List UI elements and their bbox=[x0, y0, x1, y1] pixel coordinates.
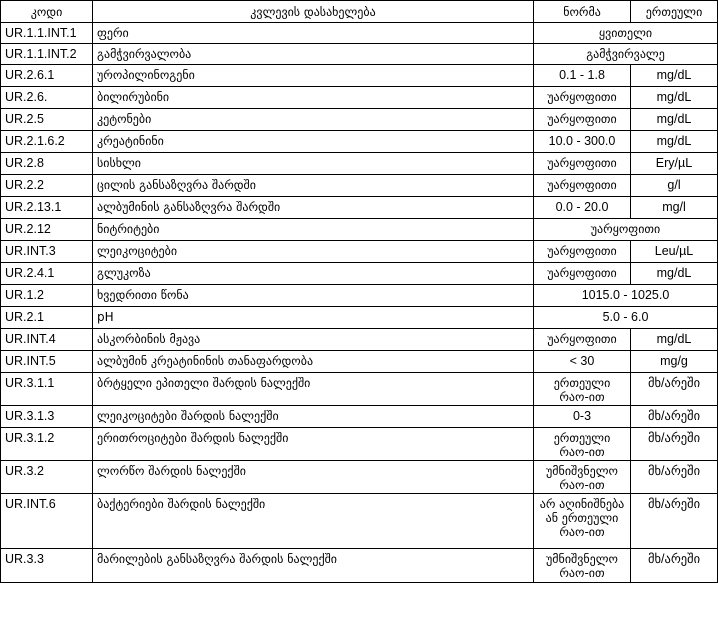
row-norm: < 30 bbox=[534, 351, 631, 373]
row-code: UR.2.1.6.2 bbox=[1, 131, 93, 153]
table-row bbox=[1, 406, 718, 428]
row-code: UR.1.2 bbox=[1, 285, 93, 307]
row-norm: 0.0 - 20.0 bbox=[534, 197, 631, 219]
row-test-name: სისხლი bbox=[93, 153, 534, 175]
header-norm: ნორმა bbox=[534, 1, 631, 23]
row-norm: 0.1 - 1.8 bbox=[534, 65, 631, 87]
row-test-name: ლორწო შარდის ნალექში bbox=[93, 461, 534, 494]
table-row bbox=[1, 428, 718, 461]
table-row bbox=[1, 23, 718, 44]
row-unit: მხ/არეში bbox=[631, 494, 718, 549]
row-code: UR.INT.5 bbox=[1, 351, 93, 373]
row-unit: Ery/µL bbox=[631, 153, 718, 175]
row-test-name: ფერი bbox=[93, 23, 534, 44]
row-unit: mg/dL bbox=[631, 65, 718, 87]
row-unit: mg/dL bbox=[631, 263, 718, 285]
row-norm-merged: 5.0 - 6.0 bbox=[534, 307, 718, 329]
row-unit: mg/dL bbox=[631, 109, 718, 131]
table-row bbox=[1, 373, 718, 406]
row-unit: mg/g bbox=[631, 351, 718, 373]
row-norm: 0-3 bbox=[534, 406, 631, 428]
row-unit: mg/dL bbox=[631, 131, 718, 153]
row-norm: უარყოფითი bbox=[534, 153, 631, 175]
table-row bbox=[1, 197, 718, 219]
row-unit: მხ/არეში bbox=[631, 461, 718, 494]
row-norm: უარყოფითი bbox=[534, 329, 631, 351]
row-test-name: ალბუმინ კრეატინინის თანაფარდობა bbox=[93, 351, 534, 373]
row-code: UR.1.1.INT.1 bbox=[1, 23, 93, 44]
row-test-name: ასკორბინის მჟავა bbox=[93, 329, 534, 351]
row-norm: უარყოფითი bbox=[534, 175, 631, 197]
table-row bbox=[1, 494, 718, 549]
row-test-name: ნიტრიტები bbox=[93, 219, 534, 241]
row-code: UR.INT.6 bbox=[1, 494, 93, 549]
table-row bbox=[1, 175, 718, 197]
row-code: UR.INT.4 bbox=[1, 329, 93, 351]
table-row bbox=[1, 351, 718, 373]
row-code: UR.2.4.1 bbox=[1, 263, 93, 285]
header-code: კოდი bbox=[1, 1, 93, 23]
row-unit: mg/l bbox=[631, 197, 718, 219]
table-row bbox=[1, 241, 718, 263]
row-norm-merged: 1015.0 - 1025.0 bbox=[534, 285, 718, 307]
row-test-name: კეტონები bbox=[93, 109, 534, 131]
table-row bbox=[1, 549, 718, 583]
row-test-name: ბილირუბინი bbox=[93, 87, 534, 109]
row-unit: მხ/არეში bbox=[631, 373, 718, 406]
row-test-name: გლუკოზა bbox=[93, 263, 534, 285]
header-name: კვლევის დასახელება bbox=[93, 1, 534, 23]
row-norm: უმნიშვნელო რაო-ით bbox=[534, 549, 631, 583]
row-code: UR.3.1.2 bbox=[1, 428, 93, 461]
header-unit: ერთეული bbox=[631, 1, 718, 23]
row-test-name: კრეატინინი bbox=[93, 131, 534, 153]
row-code: UR.INT.3 bbox=[1, 241, 93, 263]
row-norm: უმნიშვნელო რაო-ით bbox=[534, 461, 631, 494]
row-norm: უარყოფითი bbox=[534, 109, 631, 131]
row-test-name: ერითროციტები შარდის ნალექში bbox=[93, 428, 534, 461]
row-code: UR.2.1 bbox=[1, 307, 93, 329]
row-test-name: უროპილინოგენი bbox=[93, 65, 534, 87]
row-norm: უარყოფითი bbox=[534, 241, 631, 263]
table-row bbox=[1, 461, 718, 494]
table-row bbox=[1, 219, 718, 241]
row-test-name: ცილის განსაზღვრა შარდში bbox=[93, 175, 534, 197]
table-row bbox=[1, 44, 718, 65]
row-test-name: ხვედრითი წონა bbox=[93, 285, 534, 307]
table-row bbox=[1, 109, 718, 131]
row-norm: უარყოფითი bbox=[534, 263, 631, 285]
row-code: UR.1.1.INT.2 bbox=[1, 44, 93, 65]
row-code: UR.2.6.1 bbox=[1, 65, 93, 87]
row-test-name: გამჭვირვალობა bbox=[93, 44, 534, 65]
row-unit: Leu/µL bbox=[631, 241, 718, 263]
row-code: UR.3.2 bbox=[1, 461, 93, 494]
row-test-name: ბრტყელი ეპითელი შარდის ნალექში bbox=[93, 373, 534, 406]
row-code: UR.2.5 bbox=[1, 109, 93, 131]
row-code: UR.2.8 bbox=[1, 153, 93, 175]
row-norm: ერთეული რაო-ით bbox=[534, 428, 631, 461]
row-code: UR.2.13.1 bbox=[1, 197, 93, 219]
row-test-name: მარილების განსაზღვრა შარდის ნალექში bbox=[93, 549, 534, 583]
row-test-name: ლეიკოციტები შარდის ნალექში bbox=[93, 406, 534, 428]
table-row bbox=[1, 329, 718, 351]
table-row bbox=[1, 131, 718, 153]
row-code: UR.3.3 bbox=[1, 549, 93, 583]
row-norm-merged: უარყოფითი bbox=[534, 219, 718, 241]
row-unit: მხ/არეში bbox=[631, 406, 718, 428]
row-unit: მხ/არეში bbox=[631, 428, 718, 461]
row-test-name: ლეიკოციტები bbox=[93, 241, 534, 263]
header-row bbox=[1, 1, 718, 23]
row-unit: mg/dL bbox=[631, 329, 718, 351]
table-row bbox=[1, 263, 718, 285]
row-unit: g/l bbox=[631, 175, 718, 197]
row-test-name: pH bbox=[93, 307, 534, 329]
row-unit: mg/dL bbox=[631, 87, 718, 109]
row-norm: უარყოფითი bbox=[534, 87, 631, 109]
row-norm: 10.0 - 300.0 bbox=[534, 131, 631, 153]
row-code: UR.2.12 bbox=[1, 219, 93, 241]
row-code: UR.2.2 bbox=[1, 175, 93, 197]
row-test-name: ბაქტერიები შარდის ნალექში bbox=[93, 494, 534, 549]
row-code: UR.2.6. bbox=[1, 87, 93, 109]
row-code: UR.3.1.3 bbox=[1, 406, 93, 428]
table-row bbox=[1, 87, 718, 109]
row-unit: მხ/არეში bbox=[631, 549, 718, 583]
table-row bbox=[1, 307, 718, 329]
row-code: UR.3.1.1 bbox=[1, 373, 93, 406]
table-row bbox=[1, 153, 718, 175]
row-norm-merged: გამჭვირვალე bbox=[534, 44, 718, 65]
table-row bbox=[1, 285, 718, 307]
table-row bbox=[1, 65, 718, 87]
row-test-name: ალბუმინის განსაზღვრა შარდში bbox=[93, 197, 534, 219]
row-norm: არ აღინიშნება ან ერთეული რაო-ით bbox=[534, 494, 631, 549]
table-body bbox=[1, 23, 718, 583]
row-norm-merged: ყვითელი bbox=[534, 23, 718, 44]
row-norm: ერთეული რაო-ით bbox=[534, 373, 631, 406]
